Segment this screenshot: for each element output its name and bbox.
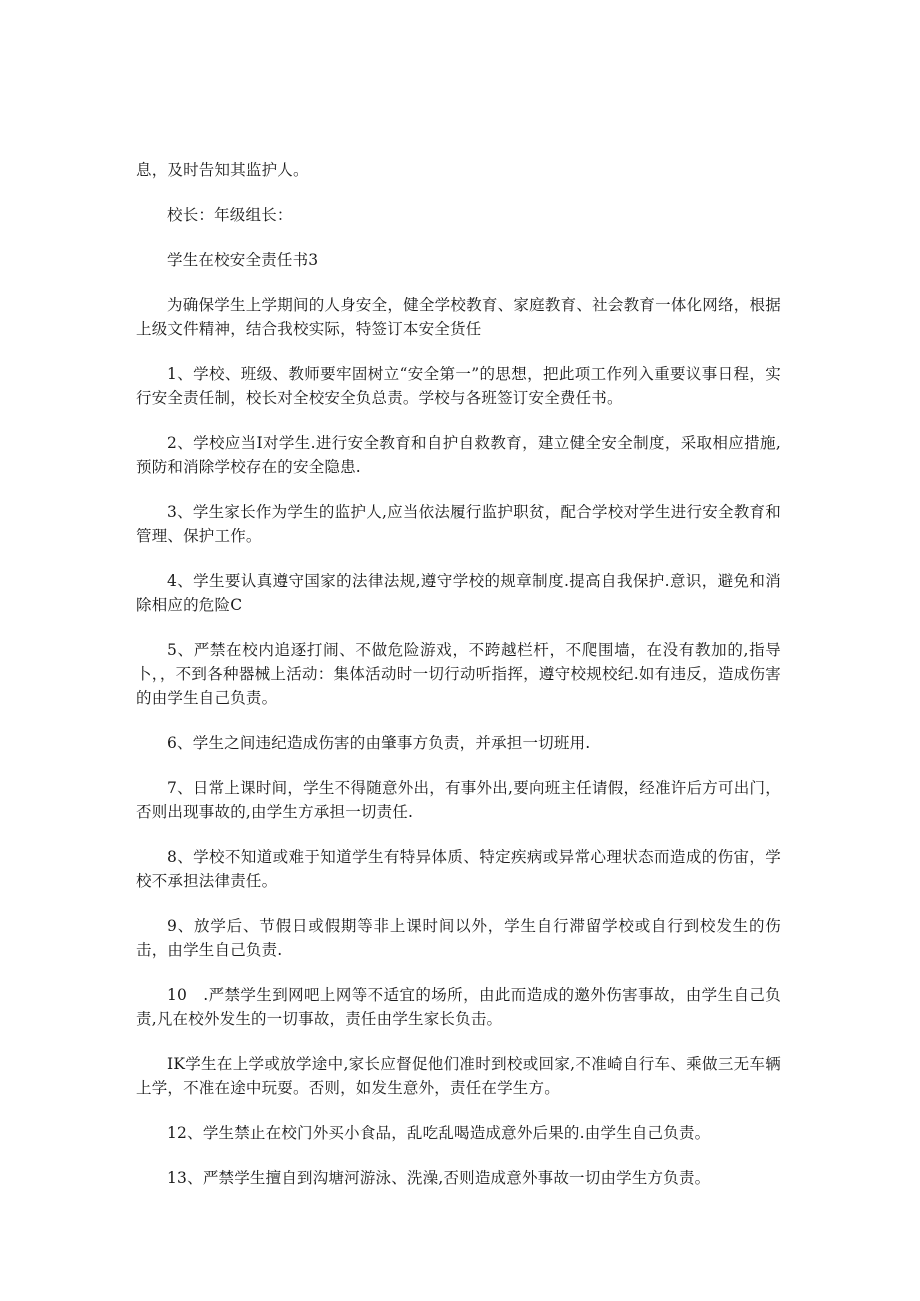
clause-11: IK学生在上学或放学途中,家长应督促他们准时到校或回家,不准崎自行车、乘做三无车辆上学，不准在途中玩耍。否则，如发生意外，责任在学生方。 (136, 1055, 781, 1097)
clause-12: 12、学生禁止在校门外买小食品，乱吃乱喝造成意外后果的.由学生自己负责。 (167, 1124, 711, 1142)
clause-3: 3、学生家长作为学生的监护人,应当依法履行监护职贫，配合学校对学生进行安全教育和管理、保护工作。 (136, 503, 781, 545)
clause-8: 8、学校不知道或难于知道学生有特异体质、特定疾病或异常心理状态而造成的伤宙，学校不承担法律责任。 (136, 848, 781, 890)
clause-7: 7、日常上课时间，学生不得随意外出，有事外出,要向班主任请假，经准许后方可出门，否则出现事故的,由学生方承担一切责任. (136, 779, 781, 821)
paragraph-continuation: 息，及时告知其监护人。 (136, 161, 309, 179)
clause-10: 10 .严禁学生到网吧上网等不适宜的场所，由此而造成的邀外伤害事故，由学生自己负责,凡在校外发生的一切事故，责任由学生家长负击。 (136, 986, 781, 1028)
clause-1: 1、学校、班级、教师要牢固树立“安全第一”的思想，把此项工作列入重要议事日程，实行安全责任制，校长对全校安全负总责。学校与各班签订安全费任书。 (136, 365, 781, 407)
clause-4: 4、学生要认真遵守国家的法律法规,遵守学校的规章制度.提高自我保护.意识，避免和消除相应的危险C (136, 572, 781, 614)
clause-9: 9、放学后、节假日或假期等非上课时间以外，学生自行滞留学校或自行到校发生的伤击，由学生自己负责. (136, 917, 781, 959)
clause-2: 2、学校应当I对学生.进行安全教育和自护自救教育，建立健全安全制度，采取相应措施,预防和消除学校存在的安全隐患. (136, 434, 781, 476)
section-title: 学生在校安全责任书3 (167, 251, 319, 269)
clause-13: 13、严禁学生擅自到沟塘河游泳、洗澡,否则造成意外事故一切由学生方负责。 (167, 1169, 711, 1187)
clause-6: 6、学生之间违纪造成伤害的由肇事方负责，并承担一切班用. (167, 734, 591, 752)
document-body (136, 158, 781, 1211)
clause-5: 5、严禁在校内追逐打闹、不做危险游戏，不跨越栏杆，不爬围墙，在没有教加的,指导卜，，不到各种器械上活动：集体活动时一切行动听指挥，遵守校规校纪.如有违反，造成伤害的由学生自己负责。 (136, 641, 781, 707)
intro-paragraph: 为确保学生上学期间的人身安全，健全学校教育、家庭教育、社会教育一体化网络，根据上级文件精神，结合我校实际，特签订本安全货任 (136, 296, 781, 338)
signature-line: 校长：年级组长： (167, 206, 293, 224)
